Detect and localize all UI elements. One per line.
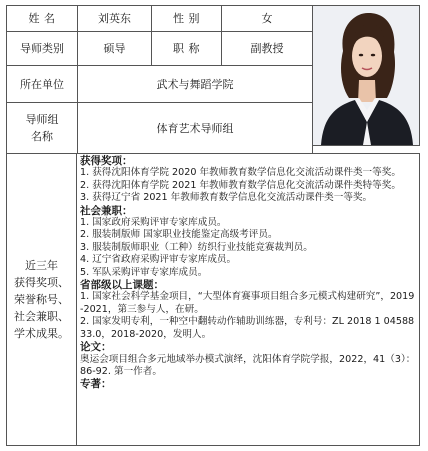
portrait-image — [313, 6, 419, 145]
title-value: 副教授 — [221, 31, 313, 66]
name-value: 刘英东 — [77, 5, 152, 32]
award-item: 3. 获得辽宁省 2021 年教师教育数学信息化交流活动课件类一等奖。 — [80, 192, 373, 204]
projects-heading: 省部级以上课题： — [80, 279, 164, 292]
social-item: 2. 服装制版师 国家职业技能鉴定高级考评员。 — [80, 229, 278, 241]
awards-heading: 获得奖项： — [80, 155, 133, 167]
award-item: 1. 获得沈阳体育学院 2020 年教师教育数学信息化交流活动课件类一等奖。 — [80, 167, 401, 179]
social-item: 4. 辽宁省政府采购评审专家库成员。 — [80, 254, 237, 266]
unit-label: 所在单位 — [6, 65, 78, 103]
unit-value: 武术与舞蹈学院 — [77, 65, 313, 103]
group-label: 导师组 名称 — [6, 102, 78, 154]
achievements-content — [76, 153, 420, 446]
profile-photo — [312, 5, 420, 146]
achievements-label: 近三年 获得奖项、 荣誉称号、 社会兼职、 学术成果。 — [6, 153, 77, 446]
project-item: 1. 国家社会科学基金项目，“大型体育赛事项目组合多元模式构建研究”，2019-2021，第三参与人，在研。 — [80, 291, 415, 315]
name-label: 姓 名 — [6, 5, 78, 32]
group-value: 体育艺术导师组 — [77, 102, 313, 154]
title-label: 职 称 — [151, 31, 222, 66]
social-item: 5. 军队采购评审专家库成员。 — [80, 266, 208, 278]
project-item: 2. 国家发明专利，一种空中翻转动作辅助训练器，专利号：ZL 2018 1 0458833.0，2018-2020，发明人。 — [80, 316, 415, 340]
profile-table — [6, 5, 420, 446]
social-heading: 社会兼职： — [80, 204, 133, 217]
paper-item: 奥运会项目组合多元地域举办模式演绎，沈阳体育学院学报，2022，41（3）：86-92. 第一作者。 — [80, 353, 416, 377]
gender-value: 女 — [221, 5, 313, 32]
award-item: 2. 获得沈阳体育学院 2021 年教师教育数学信息化交流活动课件类特等奖。 — [80, 179, 401, 191]
social-item: 1. 国家政府采购评审专家库成员。 — [80, 217, 227, 229]
gender-label: 性 别 — [151, 5, 222, 32]
supervisor-type-label: 导师类别 — [6, 31, 78, 66]
books-heading: 专著： — [80, 378, 112, 391]
papers-heading: 论文： — [80, 341, 112, 354]
supervisor-type-value: 硕导 — [77, 31, 152, 66]
social-item: 3. 服装制版师职业（工种）纺织行业技能竞赛裁判员。 — [80, 241, 313, 253]
